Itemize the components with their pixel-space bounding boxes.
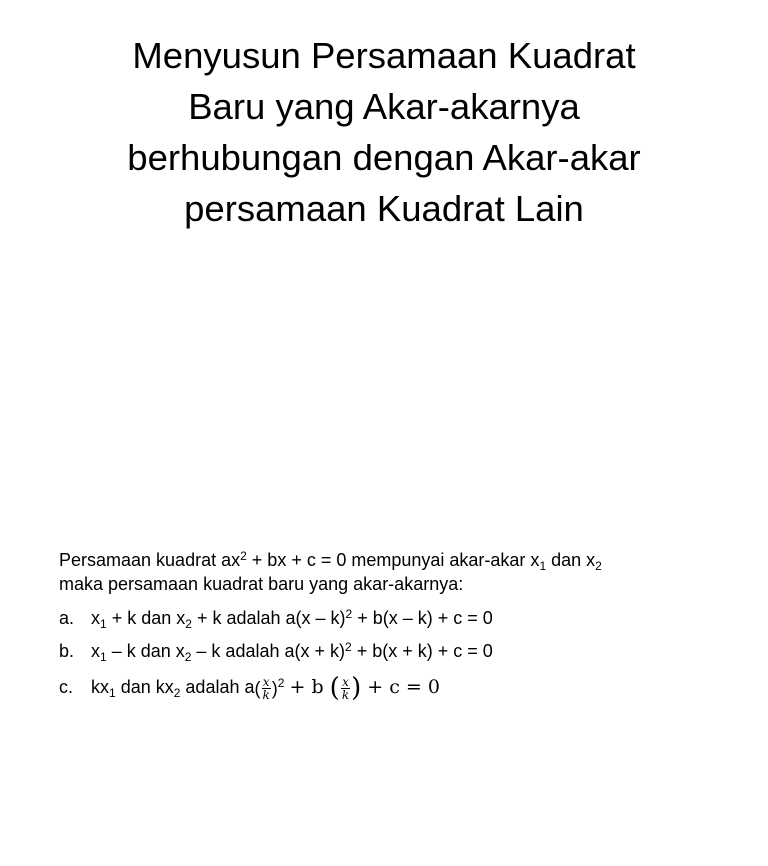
list-item-a — [59, 606, 719, 630]
list-marker: b. — [59, 641, 75, 661]
superscript: 2 — [345, 607, 353, 621]
superscript: 2 — [240, 549, 247, 563]
slide-body — [59, 548, 719, 701]
subscript: 1 — [100, 650, 107, 664]
fraction — [262, 676, 271, 701]
formula-text: adalah a — [180, 677, 255, 697]
intro-text-part: + bx + c = 0 mempunyai akar-akar x — [246, 550, 540, 570]
subscript: 2 — [185, 617, 192, 631]
math-expression — [289, 673, 440, 703]
intro-text-part: Persamaan kuadrat ax — [59, 550, 241, 570]
formula-text: + b(x – k) + c = 0 — [352, 608, 493, 628]
title-line-2: Baru yang Akar-akarnya — [188, 86, 580, 127]
intro-text — [59, 548, 719, 596]
list-item-b — [59, 639, 719, 663]
subscript: 1 — [109, 686, 116, 700]
close-paren: ) — [271, 678, 278, 699]
subscript: 2 — [595, 559, 602, 573]
math-text: + c = 0 — [367, 676, 440, 698]
fraction-numerator: x — [342, 674, 349, 689]
fraction-numerator: x — [262, 674, 270, 689]
subscript: 1 — [100, 617, 107, 631]
list-marker: c. — [59, 677, 74, 697]
list-marker: a. — [59, 608, 75, 628]
subscript: 2 — [184, 650, 192, 664]
fraction — [341, 676, 350, 701]
formula-text: x — [91, 608, 100, 628]
list-item-c — [59, 675, 719, 701]
formula-list — [59, 606, 719, 701]
title-line-4: persamaan Kuadrat Lain — [184, 188, 584, 229]
fraction-denominator: k — [262, 687, 270, 702]
formula-text: dan kx — [115, 677, 174, 697]
formula-text: – k dan x — [106, 641, 185, 661]
title-line-1: Menyusun Persamaan Kuadrat — [132, 35, 636, 76]
subscript: 1 — [539, 559, 547, 573]
formula-text: + k adalah a(x – k) — [191, 608, 346, 628]
formula-text: x — [91, 641, 100, 661]
intro-line-1 — [59, 548, 719, 572]
big-open-paren: ( — [329, 673, 340, 703]
intro-text-part: dan x — [546, 550, 596, 570]
formula-text: kx — [91, 677, 109, 697]
open-paren: ( — [254, 678, 261, 699]
intro-line-2: maka persamaan kuadrat baru yang akar-akarnya: — [59, 574, 464, 594]
fraction-denominator: k — [341, 687, 350, 702]
title-line-3: berhubungan dengan Akar-akar — [127, 137, 641, 178]
formula-text: – k adalah a(x + k) — [191, 641, 346, 661]
formula-text: + k dan x — [106, 608, 186, 628]
math-text: + b — [289, 676, 324, 698]
subscript: 2 — [173, 686, 181, 700]
slide-title — [60, 30, 708, 234]
superscript: 2 — [345, 640, 352, 654]
formula-text: + b(x + k) + c = 0 — [351, 641, 493, 661]
big-close-paren: ) — [351, 673, 362, 703]
superscript: 2 — [277, 676, 285, 690]
